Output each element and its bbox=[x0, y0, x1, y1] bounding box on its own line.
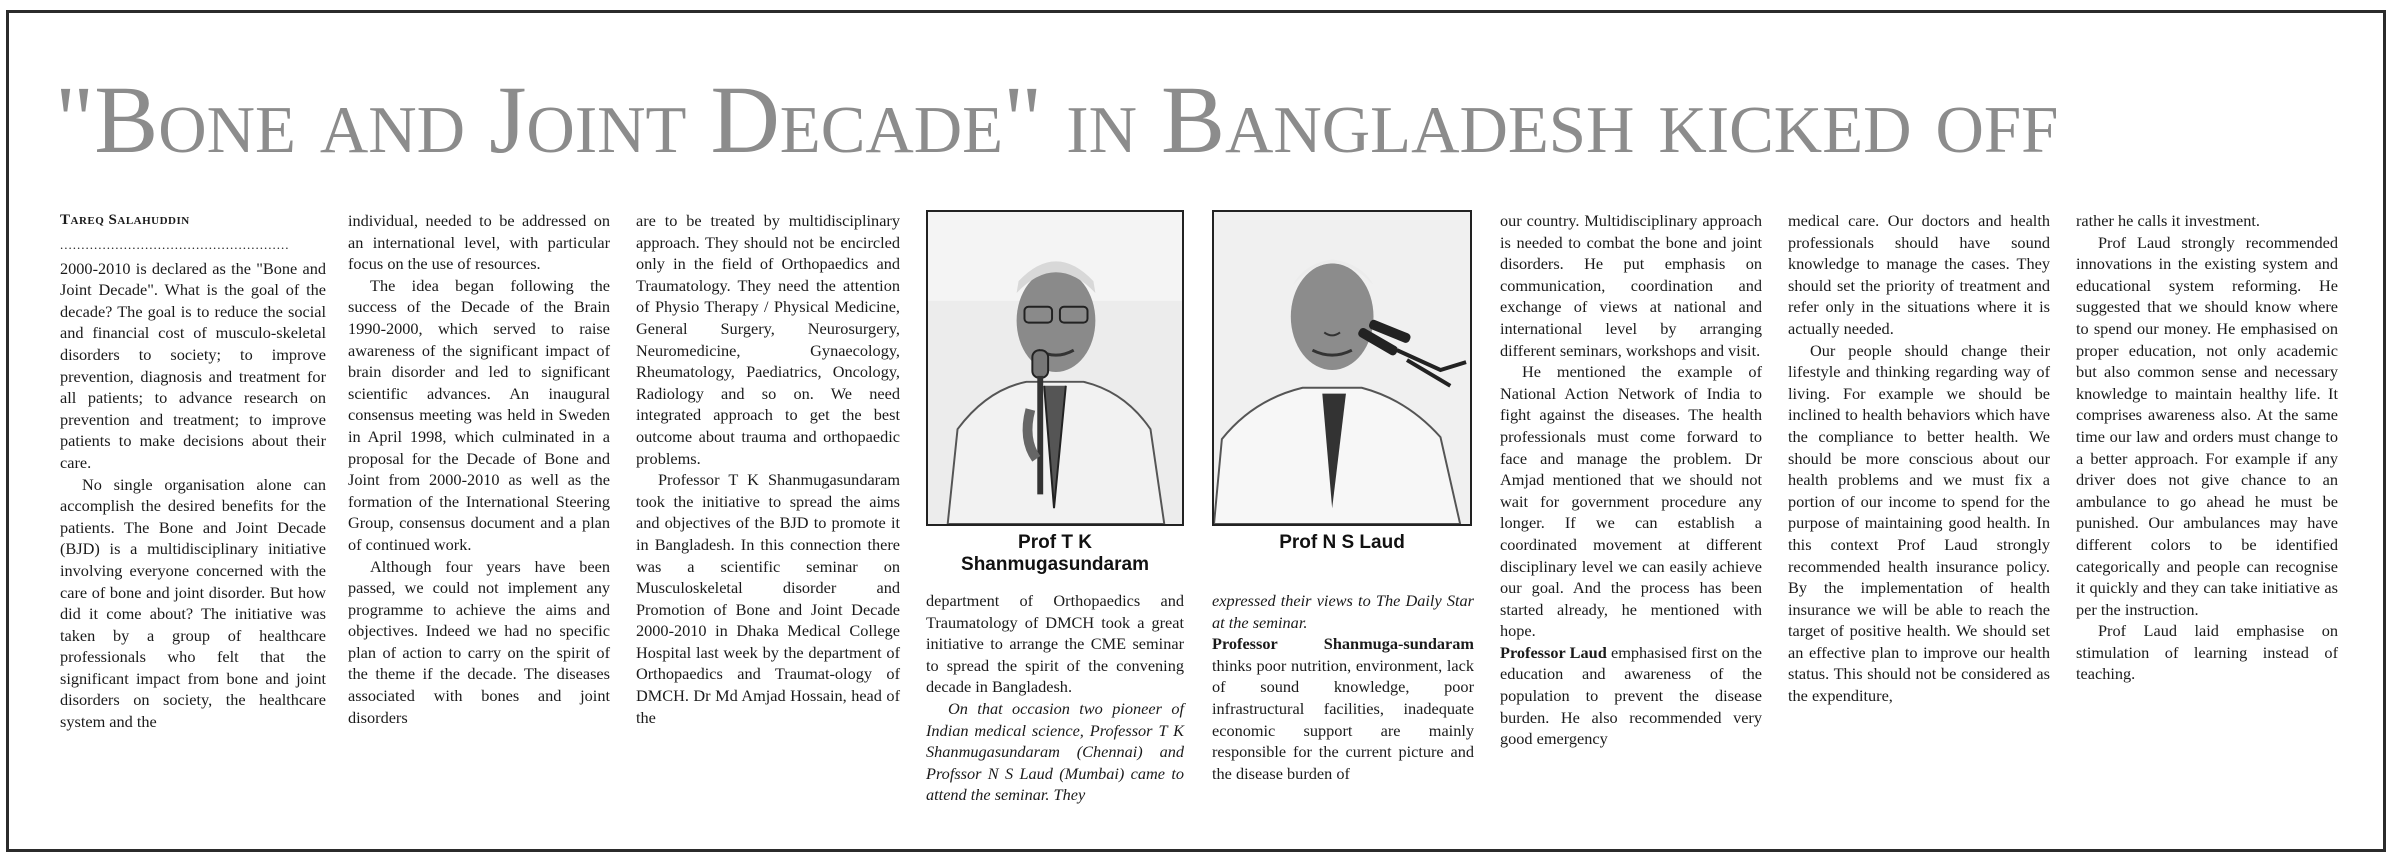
portrait-image bbox=[928, 212, 1182, 524]
article-column-1 bbox=[60, 210, 326, 733]
paragraph: medical care. Our doctors and health professionals should have sound knowledge to manage the cases. They should set the priority of treatment and refer only in the situations where it is actually needed. bbox=[1788, 211, 2050, 338]
byline-divider: ...................................................... bbox=[60, 237, 290, 252]
photo-caption: Prof T K Shanmugasundaram bbox=[961, 532, 1149, 575]
paragraph bbox=[1212, 633, 1474, 784]
article-column-5 bbox=[1212, 590, 1474, 784]
person-name: Professor Shanmuga-sundaram bbox=[1212, 634, 1474, 654]
paragraph bbox=[1500, 642, 1762, 750]
article-column-8 bbox=[2076, 210, 2338, 685]
paragraph: No single organisation alone can accomplish the desired benefits for the patients. The Bone and Joint Decade (BJD) is a multidisciplinary initiative involving everyone concerned with the care of bone and joint disorder. But how did it come about? The initiative was taken by a group of healthcare professionals who felt that the significant impact from bone and joint disorders on society, the healthcare system and the bbox=[60, 474, 326, 732]
photo-laud bbox=[1212, 210, 1472, 526]
photo-caption: Prof N S Laud bbox=[1279, 532, 1405, 553]
article-column-3 bbox=[636, 210, 900, 728]
paragraph: are to be treated by multidisciplinary approach. They should not be encircled only in the field of Orthopaedics and Traumatology. They need the attention of Physio Therapy / Physical Medicine, General Surgery, Neurosurgery, Neuromedicine, Gynaecology, Rheumatology, Paediatrics, Oncology, Radiology and so on. We need integrated approach to get the best outcome about trauma and orthopaedic problems. bbox=[636, 211, 900, 468]
person-name: Professor Laud bbox=[1500, 642, 1607, 662]
paragraph: He mentioned the example of National Action Network of India to fight against the diseases. The health professionals must come forward to face and manage the problem. Dr Amjad mentioned that we should not wait for government procedure any longer. If we can establish a coordinated movement at different disciplinary level we can easily achieve our goal. And the process has been started already, he mentioned with hope. bbox=[1500, 362, 1762, 641]
paragraph: Prof Laud laid emphasise on stimulation of learning instead of teaching. bbox=[2076, 621, 2338, 684]
paragraph: individual, needed to be addressed on an international level, with particular focus on the use of resources. bbox=[348, 211, 610, 274]
portrait-image bbox=[1214, 212, 1470, 524]
paragraph: 2000-2010 is declared as the "Bone and Joint Decade". What is the goal of the decade? The goal is to reduce the social and financial cost of musculo-skeletal disorders to society; to improve prevention, diagnosis and treatment for all patients; to advance research on prevention and treatment; to improve patients to make decisions about their care. bbox=[60, 258, 326, 472]
paragraph: On that occasion two pioneer of Indian medical science, Professor T K Shanmugasundaram (Chennai) and Profssor N S Laud (Mumbai) came to attend the seminar. They bbox=[926, 698, 1184, 805]
paragraph: our country. Multidisciplinary approach is needed to combat the bone and joint disorders. He put emphasis on communication, coordination and exchange of views at national and international level by arranging different seminars, workshops and visit. bbox=[1500, 211, 1762, 360]
article-column-4 bbox=[926, 590, 1184, 806]
paragraph: Our people should change their lifestyle and thinking regarding way of living. For example we should be inclined to health behaviors which have the compliance to better health. We should be more conscious about our health problems and we must fix a portion of our income to spend for the purpose of maintaining good health. In this context Prof Laud strongly recommended health insurance policy. By the implementation of health insurance we will be able to reach the target of positive health. We should set an effective plan to improve our health status. This should not be considered as the expenditure, bbox=[1788, 340, 2050, 706]
paragraph: The idea began following the success of the Decade of the Brain 1990-2000, which served to raise awareness of the significant impact of brain disorder and led to significant scientific advances. An inaugural consensus meeting was held in Sweden in April 1998, which culminated in a proposal for the Decade of Bone and Joint from 2000-2010 as well as the formation of the International Steering Group, consensus document and a plan of continued work. bbox=[348, 275, 610, 554]
article-column-2 bbox=[348, 210, 610, 728]
paragraph: Professor T K Shanmugasundaram took the initiative to spread the aims and objectives of the BJD to promote it in Bangladesh. In this connection there was a scientific seminar on Musculoskeletal disorder and Promotion of Bone and Joint Decade 2000-2010 in Dhaka Medical College Hospital last week by the department of Orthopaedics and Traumat-ology of DMCH. Dr Md Amjad Hossain, head of the bbox=[636, 470, 900, 727]
paragraph-text: emphasised first on the education and awareness of the population to prevent the disease burden. He also recommended very good emergency bbox=[1500, 642, 1763, 749]
paragraph: department of Orthopaedics and Traumatology of DMCH took a great initiative to arrange the CME seminar to spread the spirit of the convening decade in Bangladesh. bbox=[926, 591, 1184, 697]
article-column-7 bbox=[1788, 210, 2050, 707]
article-column-6 bbox=[1500, 210, 1762, 750]
paragraph: Prof Laud strongly recommended innovations in the existing system and educational system reforming. He suggested that we should know where to spend our money. He emphasised on proper education, not only academic but also common sense and necessary knowledge to maintain healthy life. It comprises awareness also. At the same time our law and orders must change to a better approach. For example if any driver does not give chance to an ambulance to go ahead he must be punished. Our ambulances may have different colors to be identified categorically and people can recognise it quickly and they can take initiative as per the instruction. bbox=[2076, 232, 2338, 619]
headline: "Bone and Joint Decade" in Bangladesh kicked off bbox=[55, 66, 2059, 173]
paragraph: expressed their views to The Daily Star at the seminar. bbox=[1212, 591, 1474, 632]
byline: Tareq Salahuddin bbox=[60, 212, 190, 228]
paragraph: Although four years have been passed, we could not implement any programme to achieve the aims and objectives. Indeed we had no specific plan of action to carry on the spirit of the theme if the decade. The diseases associated with bones and joint disorders bbox=[348, 556, 610, 727]
paragraph: rather he calls it investment. bbox=[2076, 211, 2261, 230]
paragraph-text: thinks poor nutrition, environment, lack of sound knowledge, poor infrastructural facilities, inadequate economic support are mainly responsible for the current picture and the disease burden of bbox=[1212, 655, 1474, 783]
photo-shanmugasundaram bbox=[926, 210, 1184, 526]
